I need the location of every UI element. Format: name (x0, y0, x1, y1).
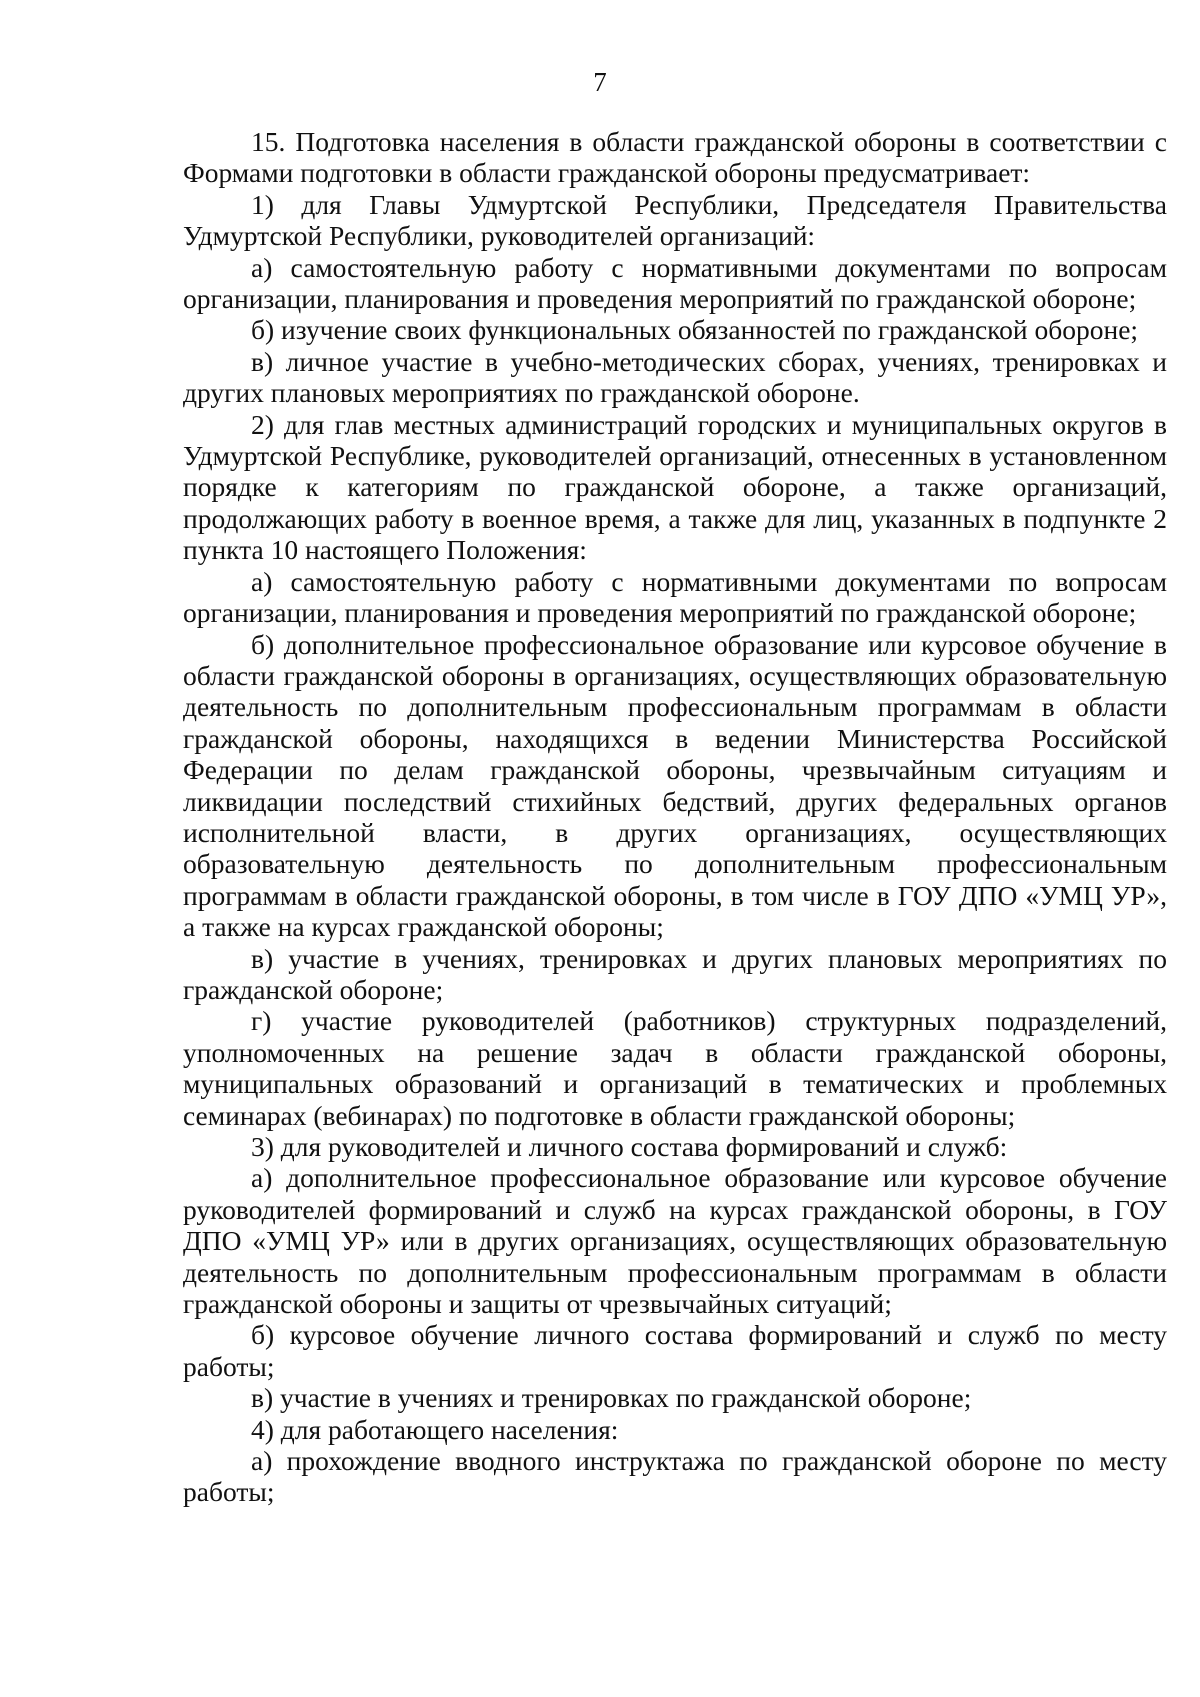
paragraph-item-3a: а) дополнительное профессиональное образование или курсовое обучение руководителей формирований и служб на курсах гражданской обороны, в ГОУ ДПО «УМЦ УР» или в других организациях, осуществляющих образовательную деятельность по дополнительным профессиональным программам в области гражданской обороны и защиты от чрезвычайных ситуаций; (183, 1162, 1167, 1320)
paragraph-item-2d: г) участие руководителей (работников) структурных подразделений, уполномоченных на решение задач в области гражданской обороны, муниципальных образований и организаций в тематических и проблемных семинарах (вебинарах) по подготовке в области гражданской обороны; (183, 1005, 1167, 1131)
paragraph-item-2c: в) участие в учениях, тренировках и других плановых мероприятиях по гражданской обороне; (183, 942, 1167, 1005)
paragraph-item-1b: б) изучение своих функциональных обязанностей по гражданской обороне; (251, 314, 1139, 346)
paragraph-item-1c: в) личное участие в учебно-методических сборах, учениях, тренировках и других плановых мероприятиях по гражданской обороне. (183, 345, 1167, 409)
paragraph-15-intro: 15. Подготовка населения в области гражданской обороны в соответствии с Формами подготовки в области гражданской обороны предусматривает: (183, 126, 1167, 189)
paragraph-item-1a: а) самостоятельную работу с нормативными документами по вопросам организации, планирования и проведения мероприятий по гражданской обороне; (183, 251, 1167, 315)
paragraph-item-1: 1) для Главы Удмуртской Республики, Председателя Правительства Удмуртской Республики, руководителей организаций: (183, 188, 1167, 252)
paragraph-item-4: 4) для работающего населения: (251, 1413, 619, 1445)
paragraph-item-2: 2) для глав местных администраций городских и муниципальных округов в Удмуртской Республике, руководителей организаций, отнесенных в установленном порядке к категориям по гражданской обороне, а также организаций, продолжающих работу в военное время, а также для лиц, указанных в подпункте 2 пункта 10 настоящего Положения: (183, 408, 1167, 566)
paragraph-item-3c: в) участие в учениях и тренировках по гражданской обороне; (251, 1382, 972, 1414)
paragraph-item-2b: б) дополнительное профессиональное образование или курсовое обучение в области гражданской обороны в организациях, осуществляющих образовательную деятельность по дополнительным профессиональным программам в области гражданской обороны, находящихся в ведении Министерства Российской Федерации по делам гражданской обороны, чрезвычайным ситуациям и ликвидации последствий стихийных бедствий, других федеральных органов исполнительной власти, в других организациях, осуществляющих образовательную деятельность по дополнительным профессиональным программам в области гражданской обороны, в том числе в ГОУ ДПО «УМЦ УР», а также на курсах гражданской обороны; (183, 628, 1167, 943)
paragraph-item-3: 3) для руководителей и личного состава формирований и служб: (251, 1131, 1008, 1162)
page-number: 7 (593, 67, 607, 97)
document-body (183, 126, 1167, 1508)
paragraph-item-4a: а) прохождение вводного инструктажа по гражданской обороне по месту работы; (183, 1445, 1167, 1508)
paragraph-item-2a: а) самостоятельную работу с нормативными документами по вопросам организации, планирования и проведения мероприятий по гражданской обороне; (183, 565, 1167, 629)
paragraph-item-3b: б) курсовое обучение личного состава формирований и служб по месту работы; (183, 1319, 1167, 1382)
